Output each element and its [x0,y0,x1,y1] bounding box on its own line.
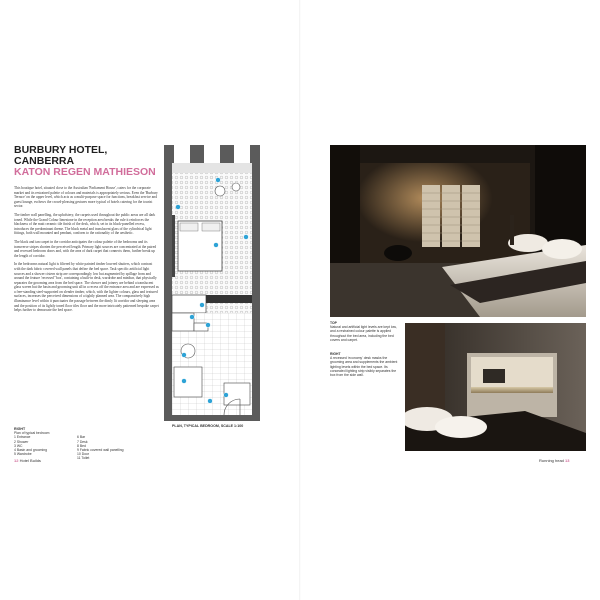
key-item: 7 Desk [77,439,88,444]
page-number: 12 [14,458,19,463]
key-item: 4 Basin and grooming [14,448,47,453]
bedroom-photo-bottom [405,323,586,451]
caption-bottom [330,352,398,377]
bedroom-photo-top [330,145,586,317]
key-item: 6 Bar [77,435,86,440]
caption-bottom-text: A recessed 'economy' desk masks the grooming area and supplements the ambient lighting levels within the bed space. Its concealed lighting strip visibly separates the box from the side wall. [330,356,398,378]
article-column [14,145,159,317]
running-title: Hotel Builds [19,458,41,463]
key-column-2 [77,435,134,460]
key-heading: RIGHT [14,427,26,431]
body-paragraph: This boutique hotel, situated close to the Australian 'Parliament House', caters for the corporate market and its restrained palette of colours and materials is appropriately serious. Even the 'Burbury Terrace' on the upper level, which acts as a multi-purpose space for functions, breakfast service and guest lounge, eschews the crowd-pleasing gestures more typical of hotels catering for the tourist sector. [14,186,158,209]
folio-left [14,458,41,463]
key-item: 9 Fabric covered wall panelling [77,448,124,453]
plan-key [14,427,134,461]
key-column-1 [14,435,71,460]
caption-bottom-heading: RIGHT [330,352,341,356]
folio-right [539,458,570,463]
body-paragraph: The black and tan carpet in the corridor anticipates the colour palette of the bedrooms and its transverse stripes shorten the perceived length. Primary light sources are concentrated at the paired and recessed bedroom doors and, with the area of dark carpet that connects them, further break up the length of corridor. [14,239,157,258]
key-item: 2 Shower [14,439,29,444]
article-title: BURBURY HOTEL, CANBERRA [14,144,108,167]
caption-top-heading: TOP [330,321,337,325]
page-number: 13 [565,458,570,463]
body-paragraph: The timber wall panelling, the upholstery, the carpets used throughout the public areas are all dark toned. While the Grand Colour limestone in the reception area breaks the rule it reinforces the blackness of the matt ceramic tile finish of the desk, which, set in its black-panelled recess, introduces the predominant theme. The black metal and translucent glass of the cylindrical light fittings, both wall mounted and pendant, conform to the rationality of the aesthetic. [14,212,156,236]
key-item: 5 Wardrobe [14,452,32,457]
bedroom-floor-plan [164,145,260,421]
key-item: 3 WC [14,443,23,448]
key-intro: Plan of typical bedroom [14,431,50,436]
body-paragraph: In the bedrooms natural light is filtered by white painted timber louvred shutters, which contrast with the dark fabric covered wall panels that define the bed space. Task specific artificial light sources and a shower cistern strip are correspondingly low but augmented by spillage from and around the feature 'recessed' 'box', containing a built-in desk, wardrobe and minibar, that physically separates the grooming area from the bed space. The shower and joinery are behind a translucent glass screen but the basin and grooming unit all in a recess off the entrance area and are expressed as a free-standing steel-supported on slender timber, which, with the lighter colours, glass and textured surfaces, increases the perceived dimensions of a tightly planned area. The comparatively high illuminance level within it punctuates the passage between the dimly lit corridor and sleeping area and the position of its lightly toned floor tiles floor and the more intricately patterned bespoke carpet helps further to demarcate the bed space. [14,262,159,313]
key-item: 11 Toilet [77,456,90,461]
caption-top [330,321,398,342]
architect-name: KATON REGEN MATHIESON [14,166,156,178]
page-gutter [299,0,301,600]
key-item: 10 Door [77,452,90,457]
running-title: Running head [539,458,564,463]
key-item: 8 Bed [77,443,86,448]
key-item: 1 Entrance [14,435,31,440]
plan-caption: PLAN, TYPICAL BEDROOM, SCALE 1:100 [172,424,244,428]
caption-top-text: Natural and artificial light levels are kept low, and a restrained colour palette is applied throughout the bed area, including the bed covers and carpet. [330,325,397,342]
article-body [14,186,159,313]
